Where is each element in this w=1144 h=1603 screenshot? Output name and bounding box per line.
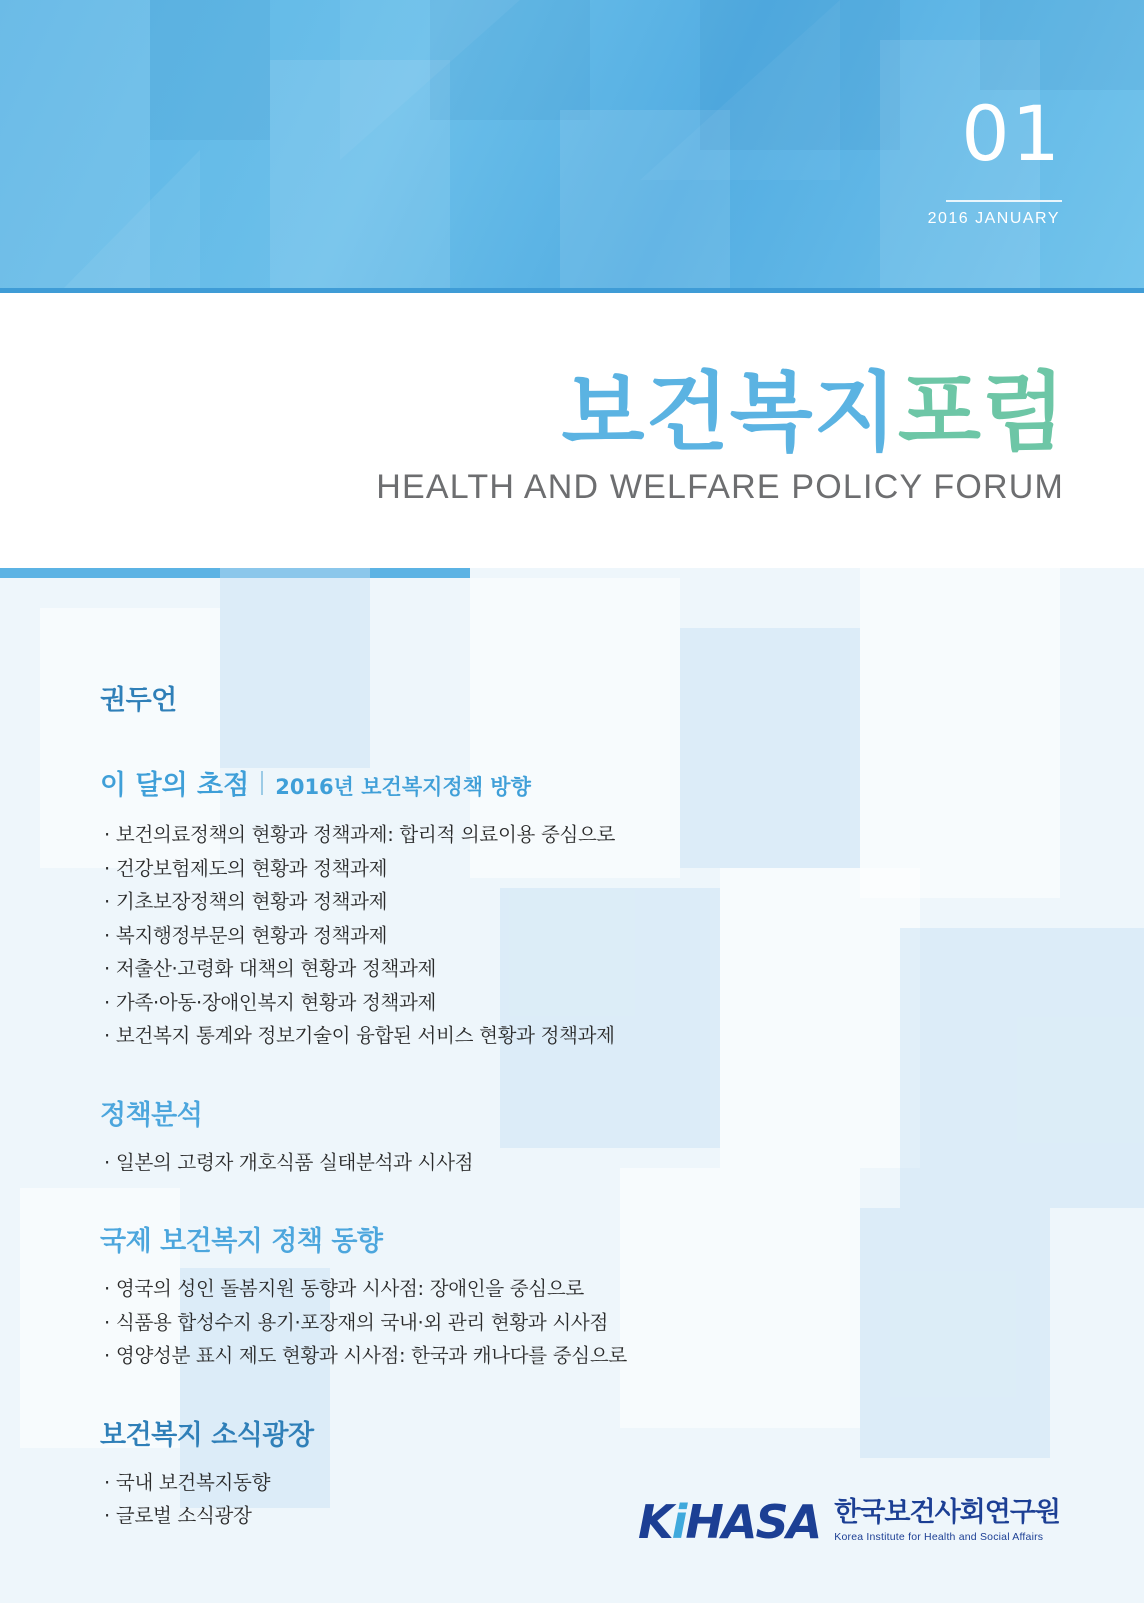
list-item[interactable] [104,1272,860,1306]
list-item[interactable] [104,1146,860,1180]
contents-facet [900,928,1144,1208]
toc-heading-focus-sub: 2016년 보건복지정책 방향 [275,775,531,799]
toc-item-label: 복지행정부문의 현황과 정책과제 [115,923,388,947]
list-item[interactable] [104,852,860,886]
publisher-name-block [834,1497,1060,1545]
kihasa-mark-dot: i [671,1495,686,1549]
kihasa-mark-right: HASA [685,1495,821,1549]
toc-item-label: 기초보장정책의 현황과 정책과제 [115,890,388,914]
bullet-icon: · [104,1470,110,1494]
banner-facet [150,0,270,140]
bullet-icon: · [104,1310,110,1334]
bullet-icon: · [104,823,110,846]
list-item[interactable] [104,986,860,1020]
list-item[interactable] [104,919,860,953]
toc-heading-policy-analysis: 정책분석 [100,1099,203,1131]
list-item[interactable] [104,818,860,852]
toc-item-label: 영양성분 표시 제도 현황과 시사점: 한국과 캐나다를 중심으로 [115,1344,627,1368]
toc-list-international-trends [104,1272,860,1373]
toc-heading-focus-main: 이 달의 초점 [100,770,250,801]
table-of-contents [100,678,860,1533]
issue-divider [946,200,1062,202]
toc-item-label: 글로벌 소식광장 [115,1504,252,1528]
banner-facet [980,0,1144,90]
kihasa-wordmark [637,1495,821,1549]
toc-heading-news: 보건복지 소식광장 [100,1419,314,1451]
bullet-icon: · [104,1277,110,1301]
toc-item-label: 저출산·고령화 대책의 현황과 정책과제 [115,957,437,981]
toc-list-focus [104,818,860,1053]
toc-heading-focus [100,763,860,802]
bullet-icon: · [104,1150,110,1174]
toc-item-label: 건강보험제도의 현황과 정책과제 [115,856,388,880]
journal-title-english: HEALTH AND WELFARE POLICY FORUM [376,468,1064,506]
banner-facet [340,0,520,160]
list-item[interactable] [104,885,860,919]
toc-item-label: 가족·아동·장애인복지 현황과 정책과제 [115,990,437,1014]
publisher-logo [637,1495,1060,1549]
issue-date: 2016 JANUARY [927,210,1060,227]
toc-section-foreword [100,678,860,717]
toc-heading-international-trends: 국제 보건복지 정책 동향 [100,1226,383,1258]
toc-heading-divider [261,771,263,795]
publisher-name-korean: 한국보건사회연구원 [834,1496,1060,1528]
toc-section-international-trends [100,1219,860,1373]
bullet-icon: · [104,957,110,981]
contents-facet [860,1208,1050,1458]
toc-item-label: 일본의 고령자 개호식품 실태분석과 시사점 [115,1150,474,1174]
publisher-name-english: Korea Institute for Health and Social Affairs [834,1530,1044,1543]
toc-item-label: 보건의료정책의 현황과 정책과제: 합리적 의료이용 중심으로 [115,823,616,846]
cover-title-zone [0,293,1144,568]
bullet-icon: · [104,1504,110,1528]
banner-facet [640,0,840,180]
toc-item-label: 보건복지 통계와 정보기술이 융합된 서비스 현황과 정책과제 [115,1024,615,1048]
toc-heading-foreword: 권두언 [100,685,177,716]
toc-section-policy-analysis [100,1093,860,1180]
bullet-icon: · [104,1024,110,1048]
toc-item-label: 식품용 합성수지 용기·포장재의 국내·외 관리 현황과 시사점 [115,1310,608,1334]
issue-number: 01 [961,89,1062,178]
list-item[interactable] [104,952,860,986]
bullet-icon: · [104,990,110,1014]
banner-facet [60,150,200,292]
list-item[interactable] [104,1339,860,1373]
bullet-icon: · [104,1344,110,1368]
bullet-icon: · [104,923,110,947]
cover-top-banner [0,0,1144,292]
bullet-icon: · [104,856,110,880]
toc-list-policy-analysis [104,1146,860,1180]
kihasa-mark-left: K [637,1495,672,1549]
contents-facet [860,568,1060,898]
journal-title-korean-blue: 보건복지 [561,363,898,463]
list-item[interactable] [104,1019,860,1053]
toc-item-label: 국내 보건복지동향 [115,1470,271,1494]
journal-title-korean [562,343,1066,467]
journal-title-korean-green: 포럼 [897,363,1066,463]
bullet-icon: · [104,890,110,914]
cover-contents-panel [0,568,1144,1603]
toc-item-label: 영국의 성인 돌봄지원 동향과 시사점: 장애인을 중심으로 [115,1277,584,1301]
list-item[interactable] [104,1306,860,1340]
